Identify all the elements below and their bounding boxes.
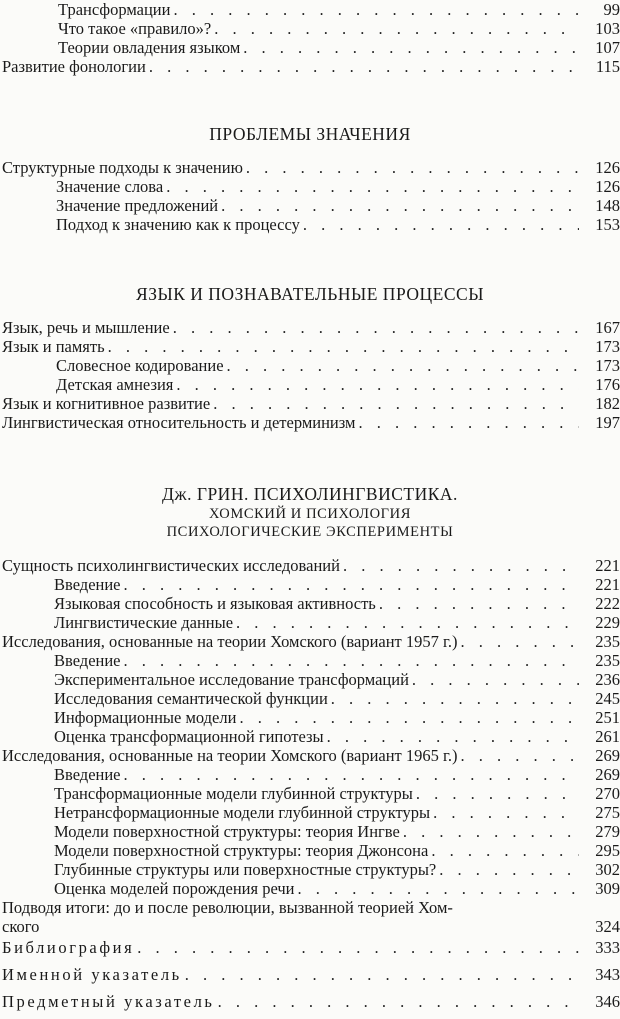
- page-number: 235: [595, 651, 620, 670]
- toc-entry: Экспериментальное исследование трансформаций . . . 236: [0, 670, 620, 689]
- toc-entry: Модели поверхностной структуры: теория Ингве . . . 279: [0, 822, 620, 841]
- page-number: 99: [603, 0, 620, 19]
- page-number: 103: [595, 19, 620, 38]
- toc-entry: Что такое «правило»? . . . 103: [0, 19, 620, 38]
- page-number: 221: [595, 556, 620, 575]
- toc-entry: Исследования, основанные на теории Хомского (вариант 1957 г.) . . . 235: [0, 632, 620, 651]
- toc-top-section: [0, 0, 620, 76]
- toc-entry: Развитие фонологии . . . 115: [0, 57, 620, 76]
- toc-entry-summary-line-1: Подводя итоги: до и после революции, вызванной теорией Хом-: [2, 898, 453, 917]
- dot-leader: [303, 215, 579, 234]
- page-number: 309: [595, 879, 620, 898]
- toc-entry: Введение . . . 235: [0, 651, 620, 670]
- toc-entry: Теории овладения языком . . . 107: [0, 38, 620, 57]
- page-number: 343: [595, 965, 620, 984]
- dot-leader: [461, 746, 579, 765]
- dot-leader: [227, 356, 579, 375]
- dot-leader: [239, 708, 579, 727]
- page-number: 333: [595, 938, 620, 957]
- toc-entry: Нетрансформационные модели глубинной структуры . . . 275: [0, 803, 620, 822]
- dot-leader: [124, 575, 579, 594]
- page-number: 153: [595, 215, 620, 234]
- dot-leader: [298, 879, 579, 898]
- toc-entry: Детская амнезия . . . 176: [0, 375, 620, 394]
- page-number: 324: [595, 917, 620, 936]
- page-number: 167: [595, 318, 620, 337]
- toc-entry: Подход к значению как к процессу . . . 153: [0, 215, 620, 234]
- toc-entry: Сущность психолингвистических исследований . . . 221: [0, 556, 620, 575]
- dot-leader: [149, 57, 579, 76]
- dot-leader: [173, 318, 579, 337]
- page-number: 236: [595, 670, 620, 689]
- dot-leader: [431, 841, 579, 860]
- dot-leader: [236, 613, 579, 632]
- page-number: 269: [595, 765, 620, 784]
- toc-entry: Исследования, основанные на теории Хомского (вариант 1965 г.) . . . 269: [0, 746, 620, 765]
- toc-entry: Библиография . . . 333: [0, 938, 620, 957]
- toc-entry: Именной указатель . . . 343: [0, 965, 620, 984]
- dot-leader: [439, 860, 579, 879]
- page-number: 126: [595, 158, 620, 177]
- dot-leader: [173, 0, 579, 19]
- page-number: 221: [595, 575, 620, 594]
- page-number: 302: [595, 860, 620, 879]
- toc-entry: Язык и когнитивное развитие . . . 182: [0, 394, 620, 413]
- toc-entry: Значение предложений . . . 148: [0, 196, 620, 215]
- toc-green-section: [0, 556, 620, 936]
- toc-entry: Значение слова . . . 126: [0, 177, 620, 196]
- toc-entry: Информационные модели . . . 251: [0, 708, 620, 727]
- page-number: 173: [595, 356, 620, 375]
- toc-entry: Язык, речь и мышление . . . 167: [0, 318, 620, 337]
- dot-leader: [124, 651, 579, 670]
- page-number: 269: [595, 746, 620, 765]
- page-number: 197: [595, 413, 620, 432]
- section-subheading: ПСИХОЛОГИЧЕСКИЕ ЭКСПЕРИМЕНТЫ: [166, 524, 454, 540]
- page-number: 126: [595, 177, 620, 196]
- page-number: 222: [595, 594, 620, 613]
- page-number: 275: [595, 803, 620, 822]
- page-number: 270: [595, 784, 620, 803]
- toc-entry: Язык и память . . . 173: [0, 337, 620, 356]
- dot-leader: [461, 632, 579, 651]
- page-number: 346: [595, 992, 620, 1011]
- page-number: 148: [595, 196, 620, 215]
- dot-leader: [124, 765, 579, 784]
- dot-leader: [218, 992, 579, 1011]
- toc-entry: Исследования семантической функции . . . 245: [0, 689, 620, 708]
- dot-leader: [379, 594, 579, 613]
- dot-leader: [213, 394, 579, 413]
- dot-leader: [331, 689, 579, 708]
- dot-leader: [246, 158, 579, 177]
- toc-entry: Введение . . . 269: [0, 765, 620, 784]
- section-heading: ЯЗЫК И ПОЗНАВАТЕЛЬНЫЕ ПРОЦЕССЫ: [136, 284, 484, 304]
- section-heading: ПРОБЛЕМЫ ЗНАЧЕНИЯ: [209, 124, 411, 144]
- page-number: 279: [595, 822, 620, 841]
- toc-entry: Трансформационные модели глубинной структуры . . . 270: [0, 784, 620, 803]
- page-number: 107: [595, 38, 620, 57]
- dot-leader: [403, 822, 579, 841]
- dot-leader: [343, 556, 579, 575]
- page-number: 182: [595, 394, 620, 413]
- dot-leader: [214, 19, 579, 38]
- toc-entry: Языковая способность и языковая активность . . . 222: [0, 594, 620, 613]
- toc-entry: Оценка моделей порождения речи . . . 309: [0, 879, 620, 898]
- dot-leader: [416, 784, 579, 803]
- section-subheading: ХОМСКИЙ И ПСИХОЛОГИЯ: [208, 506, 412, 522]
- dot-leader: [327, 727, 579, 746]
- page-number: 115: [595, 57, 620, 76]
- section-heading: Дж. ГРИН. ПСИХОЛИНГВИСТИКА.: [162, 484, 458, 504]
- page-number: 235: [595, 632, 620, 651]
- page-number: 176: [595, 375, 620, 394]
- dot-leader: [243, 38, 579, 57]
- toc-cognition-section: [0, 318, 620, 432]
- page-number: 229: [595, 613, 620, 632]
- toc-entry: Оценка трансформационной гипотезы . . . 261: [0, 727, 620, 746]
- toc-entry: Трансформации . . . 99: [0, 0, 620, 19]
- page-number: 295: [595, 841, 620, 860]
- toc-entry: Модели поверхностной структуры: теория Джонсона . . . 295: [0, 841, 620, 860]
- page-number: 245: [595, 689, 620, 708]
- toc-entry-summary-line-2: ского 324: [2, 917, 620, 936]
- dot-leader: [185, 965, 579, 984]
- dot-leader: [166, 177, 579, 196]
- toc-entry: Глубинные структуры или поверхностные структуры? . . . 302: [0, 860, 620, 879]
- page-number: 173: [595, 337, 620, 356]
- dot-leader: [221, 196, 579, 215]
- dot-leader: [137, 938, 579, 957]
- page-number: 251: [595, 708, 620, 727]
- toc-entry: Предметный указатель . . . 346: [0, 992, 620, 1011]
- dot-leader: [108, 337, 579, 356]
- toc-entry: Лингвистические данные . . . 229: [0, 613, 620, 632]
- page-number: 261: [595, 727, 620, 746]
- toc-entry: Лингвистическая относительность и детерминизм . . . 197: [0, 413, 620, 432]
- dot-leader: [359, 413, 580, 432]
- dot-leader: [412, 670, 579, 689]
- dot-leader: [433, 803, 579, 822]
- toc-entry: Словесное кодирование . . . 173: [0, 356, 620, 375]
- toc-entry: Структурные подходы к значению . . . 126: [0, 158, 620, 177]
- dot-leader: [176, 375, 579, 394]
- toc-back-matter: [0, 938, 620, 1011]
- toc-entry: Введение . . . 221: [0, 575, 620, 594]
- toc-meaning-section: [0, 158, 620, 234]
